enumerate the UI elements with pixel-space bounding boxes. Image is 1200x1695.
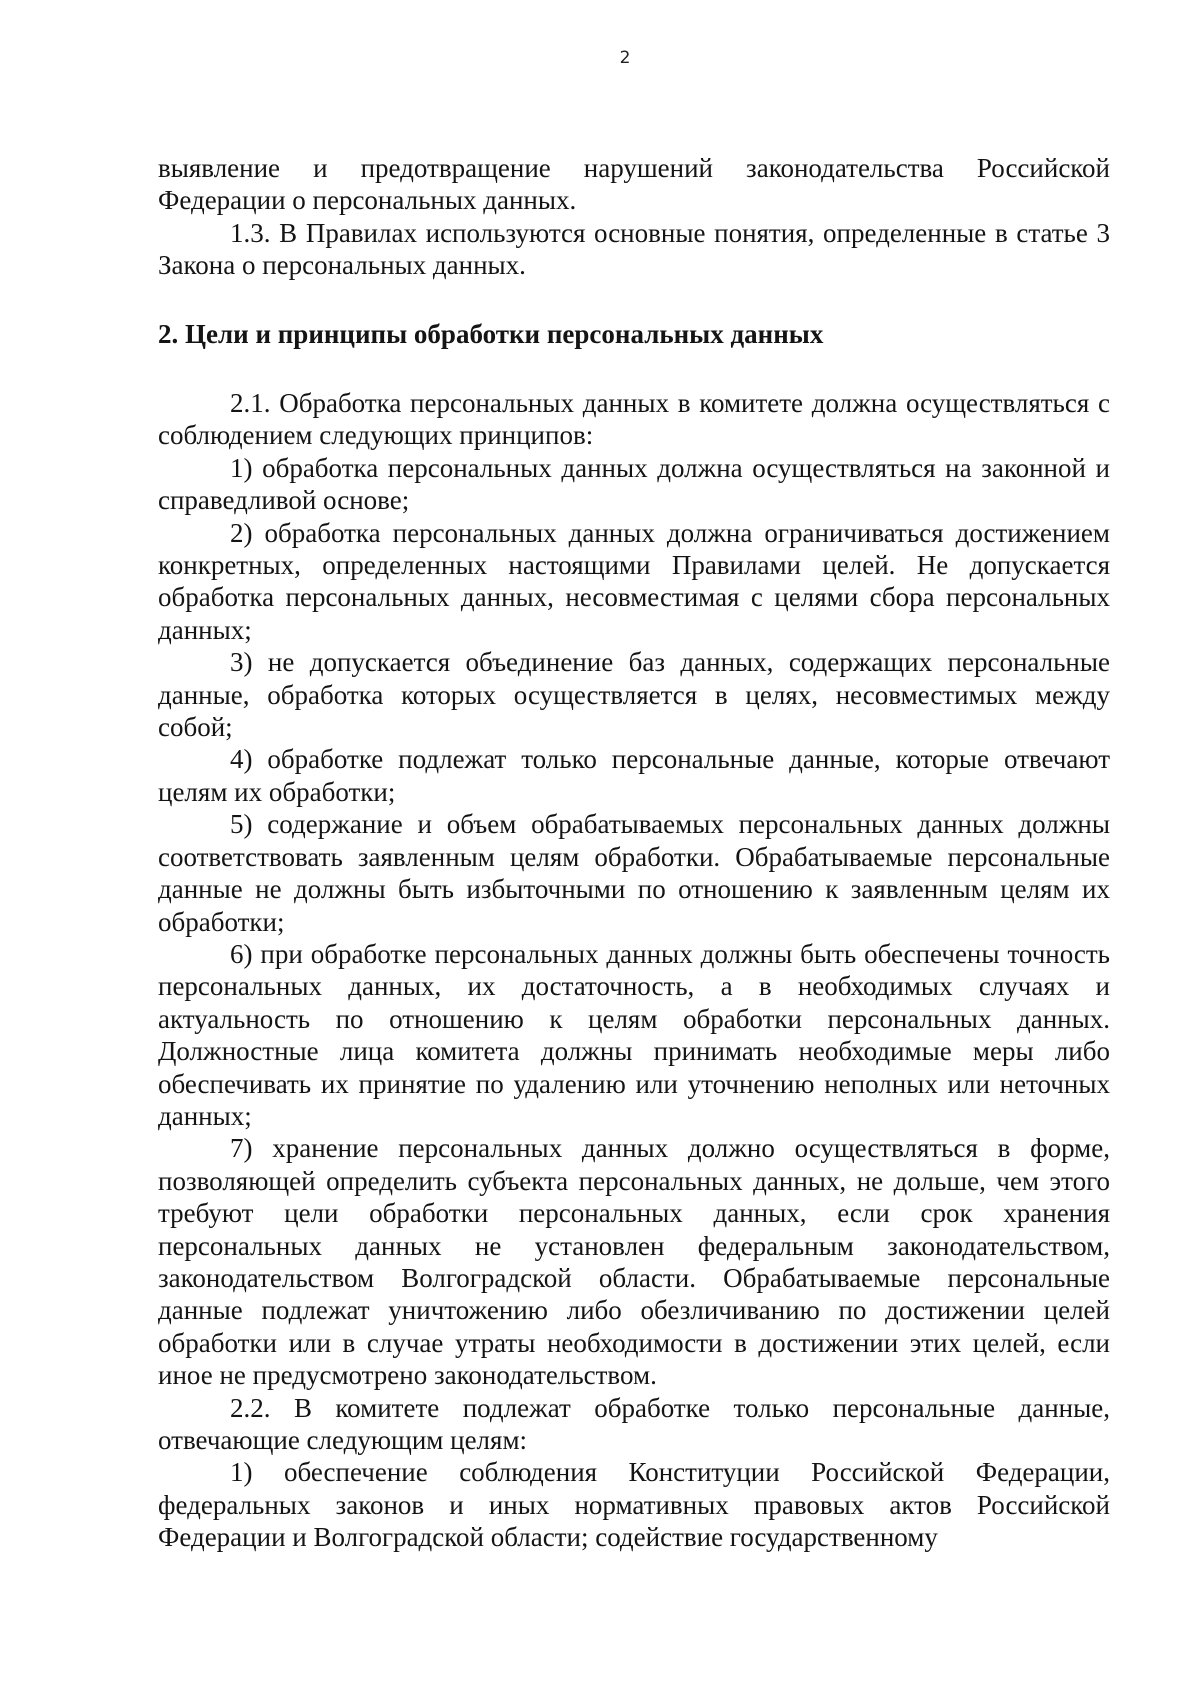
section-2-body <box>158 387 1110 1554</box>
paragraph-2-2: 2.2. В комитете подлежат обработке только персональные данные, отвечающие следующим целям: <box>158 1392 1110 1455</box>
principle-item-5: 5) содержание и объем обрабатываемых персональных данных должны соответствовать заявленным целям обработки. Обрабатываемые персональные данные не должны быть избыточными по отношению к заявленным целям их обработки; <box>158 809 1110 937</box>
principle-item-3: 3) не допускается объединение баз данных, содержащих персональные данные, обработка которых осуществляется в целях, несовместимых между собой; <box>158 647 1110 743</box>
section-2-heading-block <box>158 318 1110 350</box>
paragraph-continuation: выявление и предотвращение нарушений законодательства Российской Федерации о персональных данных. <box>158 153 1110 216</box>
purpose-item-1: 1) обеспечение соблюдения Конституции Российской Федерации, федеральных законов и иных нормативных правовых актов Российской Федерации и Волгоградской области; содействие государственному <box>158 1457 1110 1553</box>
page-number: 2 <box>619 48 631 68</box>
paragraph-1-3: 1.3. В Правилах используются основные понятия, определенные в статье 3 Закона о персональных данных. <box>158 217 1110 281</box>
principle-item-1: 1) обработка персональных данных должна осуществляться на законной и справедливой основе; <box>158 452 1110 516</box>
principle-item-6: 6) при обработке персональных данных должны быть обеспечены точность персональных данных, их достаточность, а в необходимых случаях и актуальность по отношению к целям обработки персональных данных. Должностные лица комитета должны принимать необходимые меры либо обеспечивать их принятие по удалению или уточнению неполных или неточных данных; <box>158 938 1110 1131</box>
principle-item-7: 7) хранение персональных данных должно осуществляться в форме, позволяющей определить субъекта персональных данных, не дольше, чем этого требуют цели обработки персональных данных, если срок хранения персональных данных не установлен федеральным законодательством, законодательством Волгоградской области. Обрабатываемые персональные данные подлежат уничтожению либо обезличиванию по достижении целей обработки или в случае утраты необходимости в достижении этих целей, если иное не предусмотрено законодательством. <box>158 1133 1110 1391</box>
intro-block <box>158 152 1110 282</box>
principle-item-2: 2) обработка персональных данных должна ограничиваться достижением конкретных, определенных настоящими Правилами целей. Не допускается обработка персональных данных, несовместимая с целями сбора персональных данных; <box>158 517 1110 645</box>
section-heading: 2. Цели и принципы обработки персональных данных <box>158 319 824 349</box>
paragraph-2-1: 2.1. Обработка персональных данных в комитете должна осуществляться с соблюдением следующих принципов: <box>158 388 1110 451</box>
principle-item-4: 4) обработке подлежат только персональные данные, которые отвечают целям их обработки; <box>158 744 1110 807</box>
